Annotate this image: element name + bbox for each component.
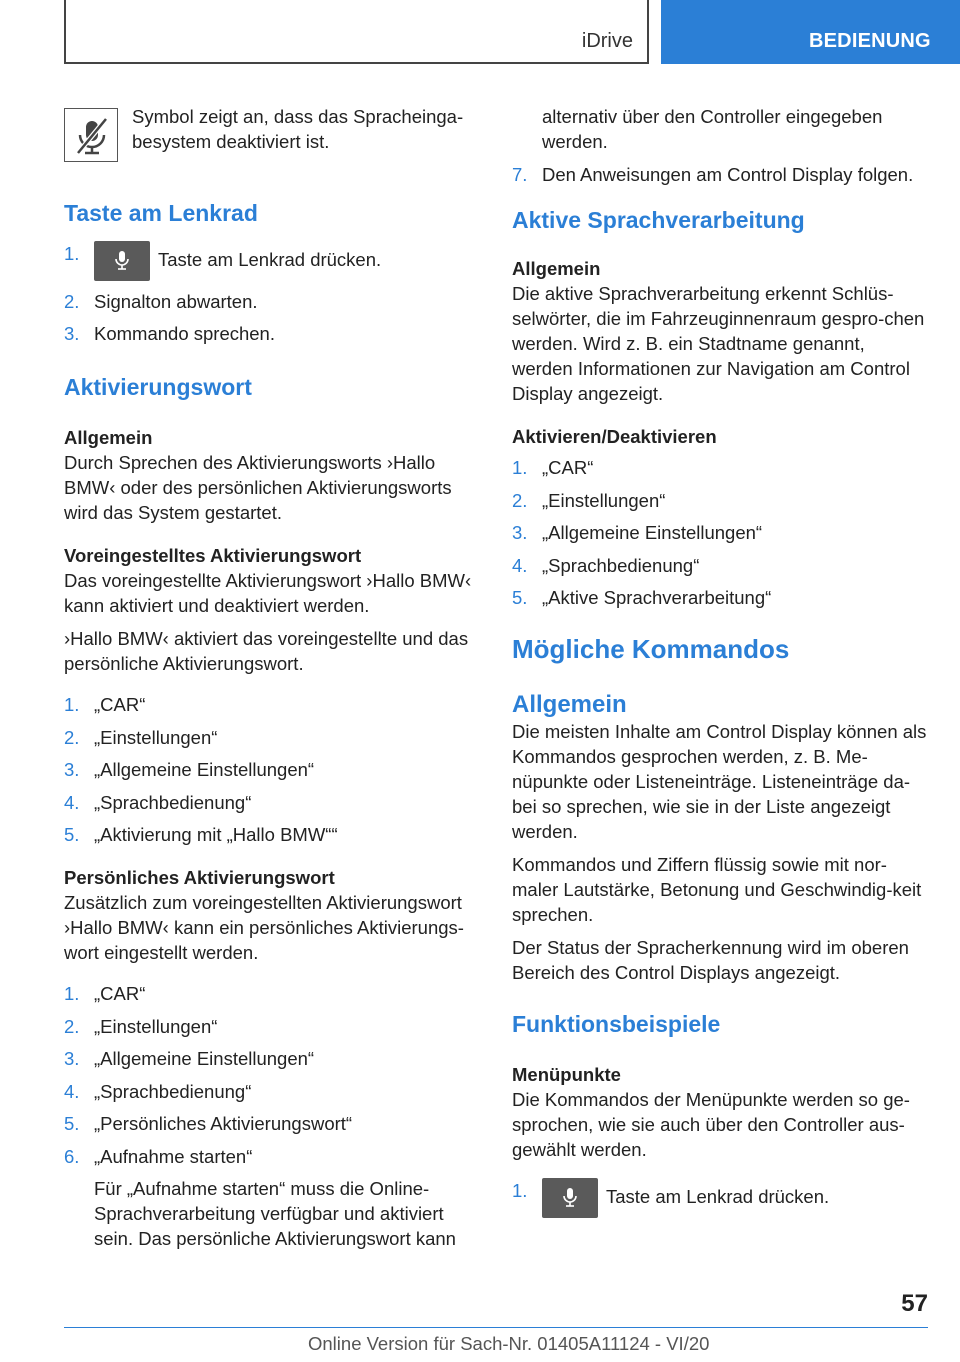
heading-aktivierungswort: Aktivierungswort: [64, 374, 252, 400]
mic-button-icon: [542, 1178, 598, 1218]
list-item: 1. Taste am Lenkrad drücken.: [512, 1178, 928, 1218]
voreingestellt-steps: [64, 692, 480, 847]
header-chapter-title: BEDIENUNG: [809, 30, 931, 52]
subheading-voreingestellt: Voreingestelltes Aktivierungswort: [64, 545, 362, 566]
list-item: 2. „Einstellungen“: [64, 726, 218, 748]
subheading-allgemein-right: Allgemein: [512, 258, 601, 279]
list-item: 3. Kommando sprechen.: [64, 323, 275, 344]
list-item: 4. „Sprachbedienung“: [64, 791, 252, 813]
symbol-description: Symbol zeigt an, dass das Spracheinga-besystem deaktiviert ist.: [132, 106, 464, 152]
heading-allgemein-blue: Allgemein: [512, 691, 627, 718]
list-item: 4. „Sprachbedienung“: [64, 1080, 252, 1102]
menuepunkte-steps: [512, 1178, 928, 1218]
step6-note: Für „Aufnahme starten“ muss die Online-Sprachverarbeitung verfügbar und aktiviert sein. Das persönliche Aktivierungswort kann: [94, 1177, 456, 1249]
allgemein-paragraph: Durch Sprechen des Aktivierungsworts ›Hallo BMW‹ oder des persönlichen Aktivierungsworts wird das System gestartet.: [64, 452, 452, 523]
aktivieren-steps: [512, 455, 928, 610]
heading-aktive-sprachverarbeitung: Aktive Sprachverarbeitung: [512, 207, 805, 233]
lenkrad-steps: [64, 241, 480, 346]
list-item: 5. „Aktive Sprachverarbeitung“: [512, 587, 772, 608]
list-item: 5. „Persönliches Aktivierungswort“: [64, 1113, 353, 1134]
aktiv-paragraph: Die aktive Sprachverarbeitung erkennt Schlüs-selwörter, die im Fahrzeuginnenraum gespro-chen werden. Wird z. B. ein Stadtname genannt, werden Informationen zur Navigation am Control Display angezeigt.: [512, 283, 925, 404]
list-item: 2. Signalton abwarten.: [64, 290, 258, 312]
continuation-text: alternativ über den Controller eingegeben werden.: [542, 106, 883, 152]
subheading-aktivieren-deaktivieren: Aktivieren/Deaktivieren: [512, 426, 717, 447]
kommandos-paragraph-1: Die meisten Inhalte am Control Display können als Kommandos gesprochen werden, z. B. Me-nüpunkte oder Listeneinträge. Listeneinträge da-bei so sprechen, wie sie in der Liste angezeigt werden.: [512, 721, 927, 842]
list-item: 2. „Einstellungen“: [64, 1015, 218, 1037]
list-item: 1. „CAR“: [64, 694, 146, 715]
list-item: 3. „Allgemeine Einstellungen“: [64, 759, 315, 780]
list-item: 3. „Allgemeine Einstellungen“: [64, 1048, 315, 1069]
list-item: 1. Taste am Lenkrad drücken.: [64, 241, 480, 281]
header-chapter-tab: [661, 0, 960, 64]
mic-button-icon: [94, 241, 150, 281]
heading-taste-am-lenkrad: Taste am Lenkrad: [64, 200, 258, 226]
list-item: 1. „CAR“: [512, 457, 594, 478]
menuepunkte-paragraph: Die Kommandos der Menüpunkte werden so ge-sprochen, wie sie auch über den Controller aus-gewählt werden.: [512, 1089, 910, 1160]
list-item: 7. Den Anweisungen am Control Display folgen.: [512, 164, 914, 185]
subheading-menuepunkte: Menüpunkte: [512, 1064, 621, 1085]
voreingestellt-paragraph-2: ›Hallo BMW‹ aktiviert das voreingestellte und das persönliche Aktivierungswort.: [64, 628, 469, 674]
voreingestellt-paragraph-1: Das voreingestellte Aktivierungswort ›Hallo BMW‹ kann aktiviert und deaktiviert werden.: [64, 570, 472, 616]
footer-text: Online Version für Sach-Nr. 01405A11124 - VI/20: [308, 1333, 710, 1354]
kommandos-paragraph-2: Kommandos und Ziffern flüssig sowie mit nor-maler Lautstärke, Betonung und Geschwindig-keit sprechen.: [512, 854, 922, 925]
heading-funktionsbeispiele: Funktionsbeispiele: [512, 1011, 721, 1037]
list-item: 2. „Einstellungen“: [512, 489, 666, 511]
list-item: 5. „Aktivierung mit „Hallo BMW““: [64, 824, 338, 845]
kommandos-paragraph-3: Der Status der Spracherkennung wird im oberen Bereich des Control Displays angezeigt.: [512, 937, 909, 983]
list-item: 3. „Allgemeine Einstellungen“: [512, 522, 763, 543]
list-item: 1. „CAR“: [64, 983, 146, 1004]
left-column: [64, 100, 480, 1258]
continuation-steps: [512, 162, 928, 187]
list-item: 6. „Aufnahme starten“ Für „Aufnahme starten“ muss die Online-Sprachverarbeitung verfügbar und aktiviert sein. Das persönliche Aktivierungswort kann: [64, 1144, 480, 1251]
page-number: 57: [901, 1290, 928, 1317]
footer-divider: [64, 1327, 928, 1328]
right-column: [512, 104, 928, 1226]
persoenlich-paragraph: Zusätzlich zum voreingestellten Aktivierungswort ›Hallo BMW‹ kann ein persönliches Aktivierungs-wort eingestellt werden.: [64, 892, 464, 963]
list-item: 4. „Sprachbedienung“: [512, 554, 700, 576]
header-section-title: iDrive: [581, 30, 633, 52]
subheading-persoenlich: Persönliches Aktivierungswort: [64, 867, 335, 888]
subheading-allgemein: Allgemein: [64, 427, 153, 448]
header-section-box: [64, 0, 649, 64]
heading-moegliche-kommandos: Mögliche Kommandos: [512, 634, 790, 664]
persoenlich-steps: [64, 981, 480, 1251]
